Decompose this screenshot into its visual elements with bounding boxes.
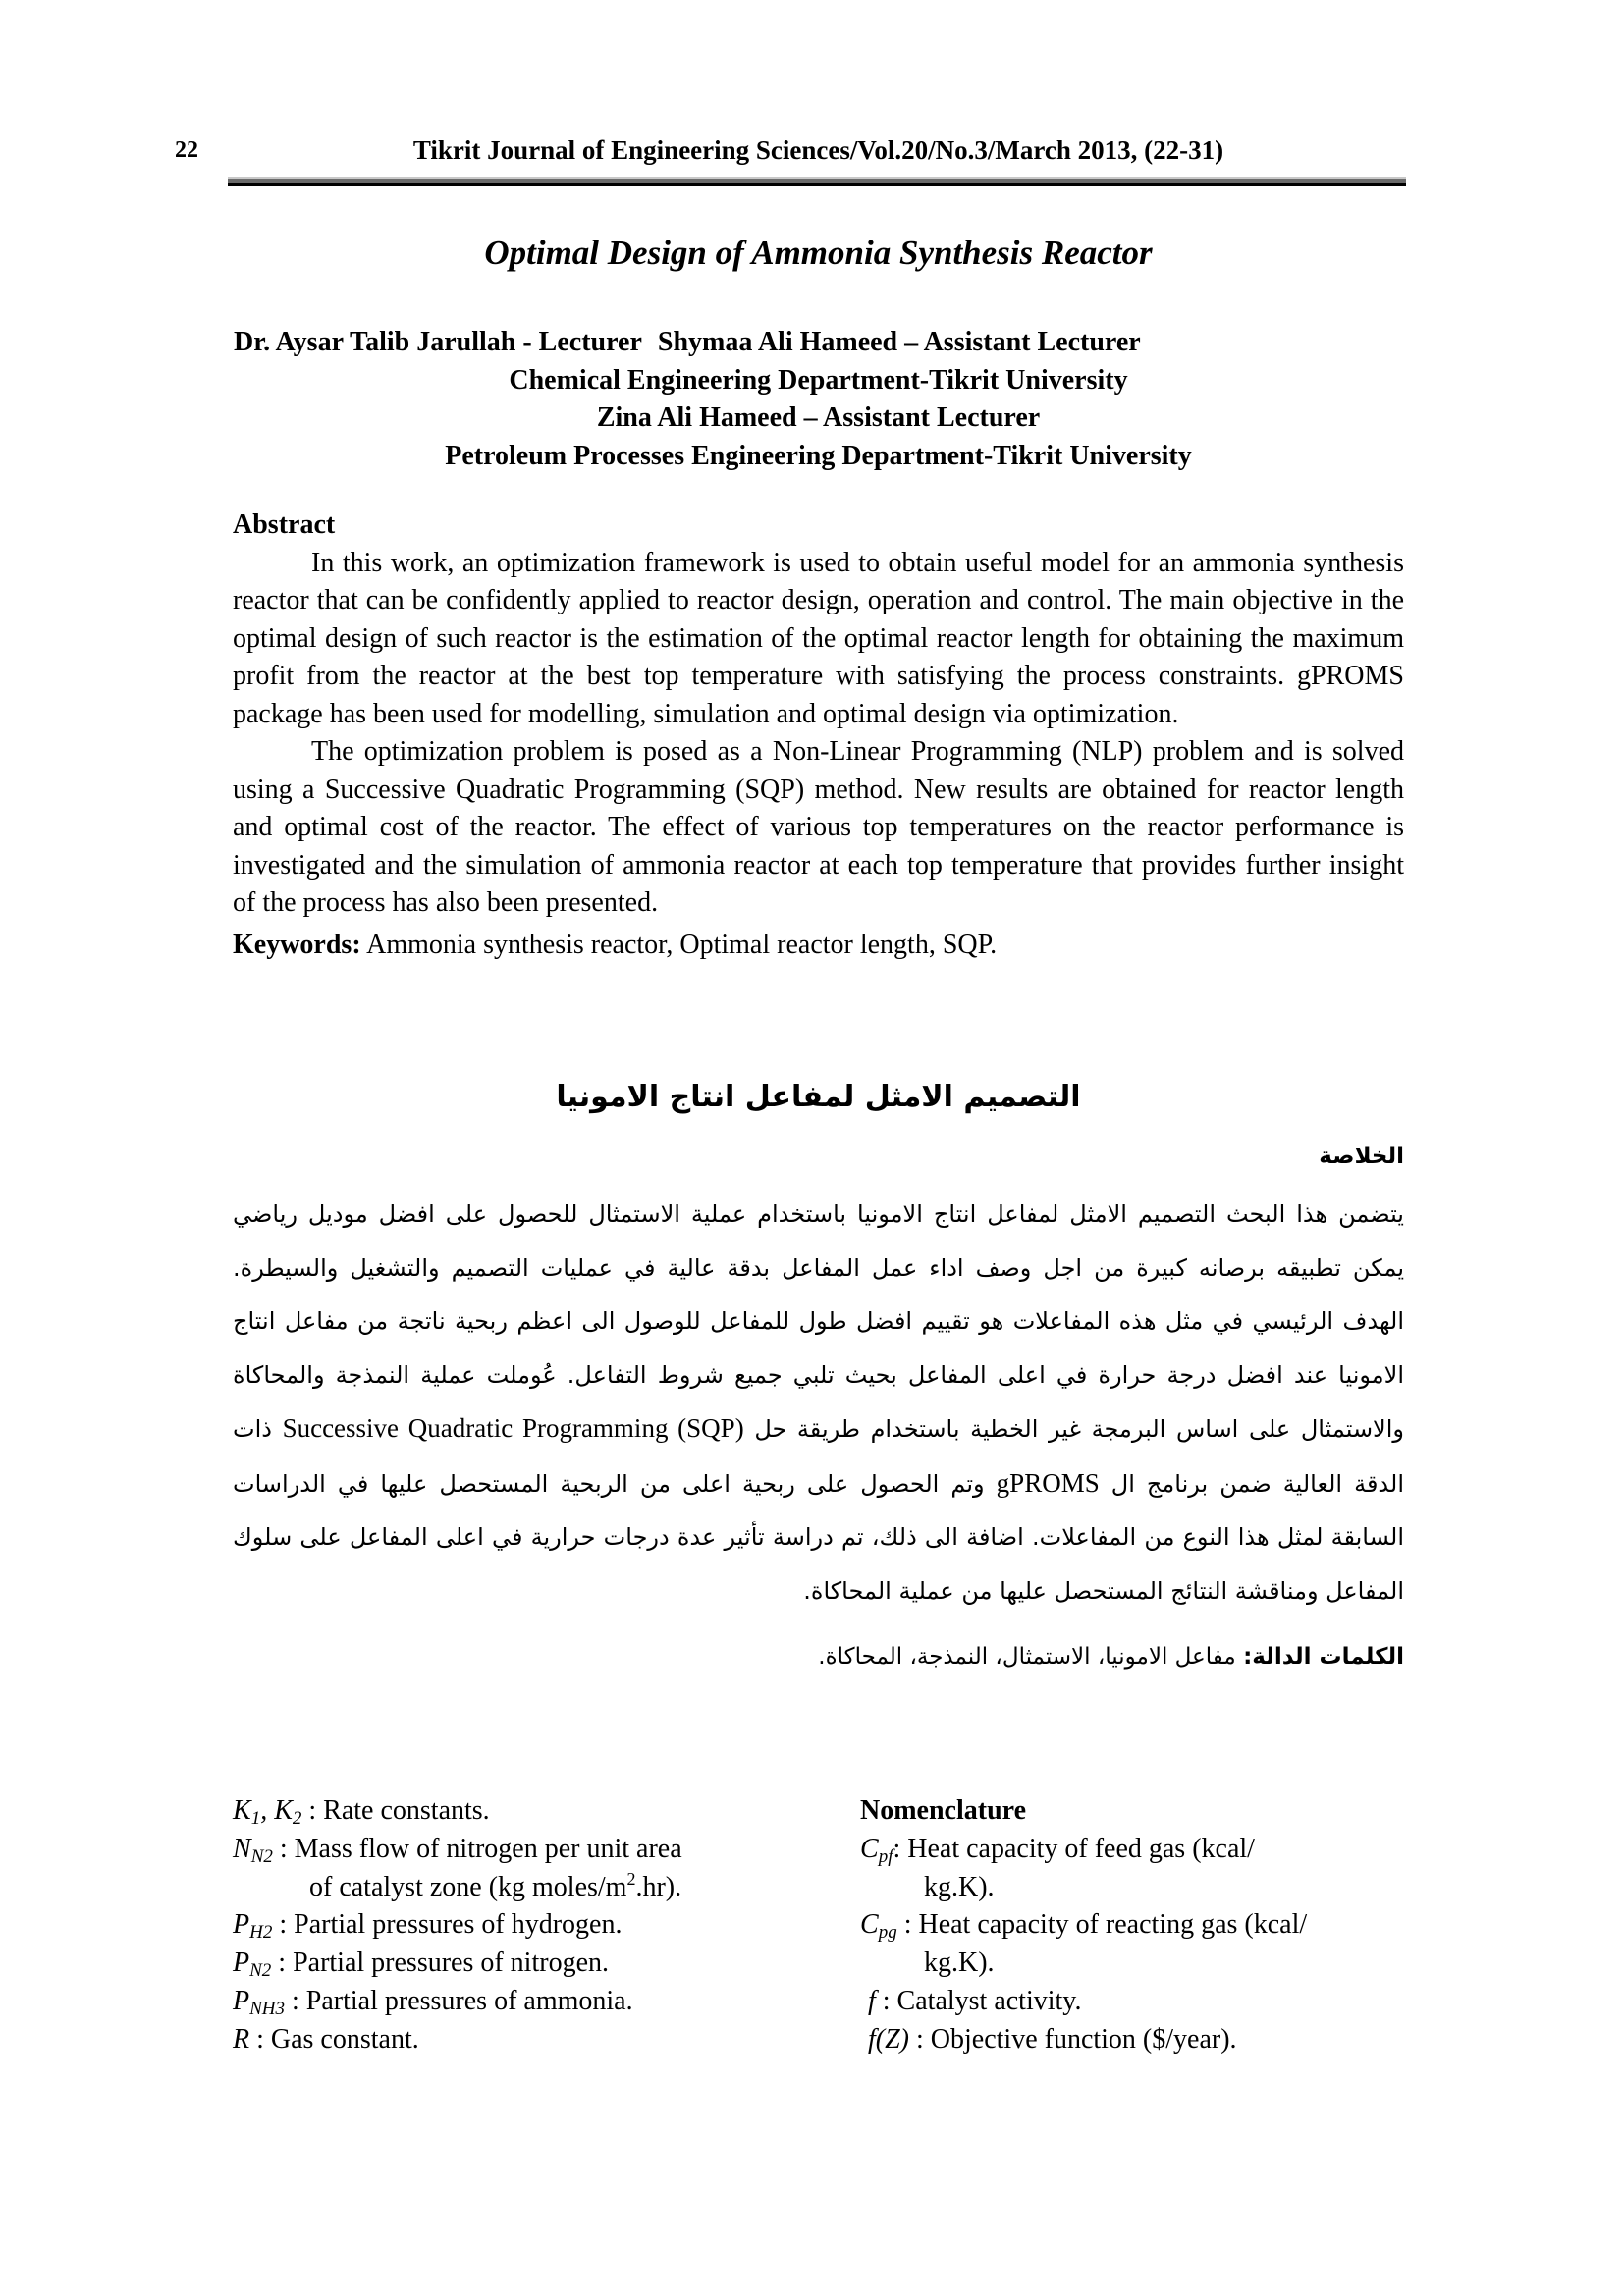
nomenclature-item [860,1983,1410,2021]
header-rule [228,177,1406,187]
nomenclature-symbol: $C_{pf}$ [860,1833,893,1867]
abstract-section [233,507,1404,964]
nomenclature-left-column [233,1792,822,2059]
nomenclature-definition: : Objective function ($/year). [909,2023,1237,2055]
nomenclature-definition: : Rate constants. [301,1795,490,1826]
nomenclature-symbol: $P_{N2}$ [233,1948,272,1982]
nomenclature-item [860,1906,1410,1945]
arabic-body-part-1: يتضمن هذا البحث التصميم الامثل لمفاعل انتاج الامونيا باستخدام عملية الاستمثال للحصول على افضل موديل رياضي يمكن تطبيقه برصانه كبيرة من اجل وصف اداء عمل المفاعل بدقة عالية في عمليات التصميم والتشغيل والسيطرة. الهدف الرئيسي في مثل هذه المفاعلات هو تقييم افضل طول للمفاعل للوصول الى اعظم ربحية ناتجة من مفاعل انتاج الامونيا عند افضل درجة حرارة في اعلى المفاعل بحيث تلبي جميع شروط التفاعل. عُوملت عملية النمذجة والمحاكاة والاستمثال على اساس البرمجة غير الخطية باستخدام طريقة حل [233,1201,1404,1443]
nomenclature-item [860,2021,1410,2059]
nomenclature-definition: : Partial pressures of ammonia. [285,1985,633,2016]
running-head: Tikrit Journal of Engineering Sciences/Vol.20/No.3/March 2013, (22-31) [412,135,1224,165]
abstract-heading: Abstract [233,509,336,540]
nomenclature-definition: : Partial pressures of nitrogen. [271,1948,609,1979]
affiliation-2: Petroleum Processes Engineering Department-Tikrit University [445,440,1192,471]
nomenclature-symbol: $N_{N2}$ [233,1833,273,1867]
arabic-body-part-2: ذات الدقة العالية ضمن برنامج ال [233,1415,1405,1498]
nomenclature-item [860,1831,1410,1869]
author-1: Dr. Aysar Talib Jarullah - Lecturer [234,327,642,357]
arabic-body-english-1: Successive Quadratic Programming (SQP) [282,1414,744,1443]
arabic-abstract-heading: الخلاصة [1319,1144,1404,1169]
nomenclature-continuation: of catalyst zone (kg moles/$m^2.hr$). [309,1868,682,1902]
header-rule-black [228,183,1406,186]
arabic-abstract-section [233,1139,1404,1677]
abstract-paragraph-2: The optimization problem is posed as a Non-Linear Programming (NLP) problem and is solved using a Successive Quadratic Programming (SQP) method. New results are obtained for reactor length and optimal cost of the reactor. The effect of various top temperatures on the reactor performance is investigated and the simulation of ammonia reactor at each top temperature that provides further insight of the process has also been presented. [233,736,1404,918]
keywords-label: Keywords: [233,929,361,960]
nomenclature-symbol: $K_1$, $K_2$ [233,1795,302,1829]
nomenclature-item [233,1792,822,1831]
nomenclature-symbol: $P_{NH3}$ [233,1985,286,2019]
nomenclature-definition: : Partial pressures of hydrogen. [272,1909,623,1941]
nomenclature-symbol: $P_{H2}$ [233,1909,273,1944]
arabic-abstract-body [233,1188,1404,1618]
abstract-paragraph-1: In this work, an optimization framework is used to obtain useful model for an ammonia synthesis reactor that can be confidently applied to reactor design, operation and control. The main objective in the optimal design of such reactor is the estimation of the optimal reactor length for obtaining the maximum profit from the reactor at the best top temperature with satisfying the process constraints. gPROMS package has been used for modelling, simulation and optimal design via optimization. [233,547,1404,729]
nomenclature-definition: : Gas constant. [249,2023,419,2055]
nomenclature-definition: : Heat capacity of feed gas (kcal/ [893,1833,1255,1864]
nomenclature-symbol: f [868,1985,876,2016]
arabic-keywords-label: الكلمات الدالة: [1243,1644,1404,1670]
author-3: Zina Ali Hameed – Assistant Lecturer [596,402,1041,433]
affiliation-1: Chemical Engineering Department-Tikrit University [509,364,1128,396]
author-line-1 [232,324,1405,362]
arabic-body-english-2: gPROMS [996,1468,1100,1498]
nomenclature-right-column [860,1792,1410,2059]
keywords-text: Ammonia synthesis reactor, Optimal reactor length, SQP. [366,929,998,960]
arabic-body-part-3: وتم الحصول على ربحية اعلى من الربحية المستحصل عليها في الدراسات السابقة لمثل هذا النوع من المفاعلات. اضافة الى ذلك، تم دراسة تأثير عدة درجات حرارية في اعلى المفاعل على سلوك المفاعل ومناقشة النتائج المستحصل عليها من عملية المحاكاة. [233,1469,1404,1605]
nomenclature-continuation: kg.K). [924,1871,995,1902]
author-block [232,324,1405,475]
nomenclature-item [233,1945,822,1983]
nomenclature-definition: : Catalyst activity. [875,1985,1082,2016]
arabic-keywords-text: مفاعل الامونيا، الاستمثال، النمذجة، المحاكاة. [818,1644,1236,1670]
paper-title: Optimal Design of Ammonia Synthesis Reactor [484,234,1153,272]
nomenclature-symbol: R [233,2023,250,2055]
author-2: Shymaa Ali Hameed – Assistant Lecturer [657,327,1141,357]
arabic-title: التصميم الامثل لمفاعل انتاج الامونيا [556,1080,1081,1114]
nomenclature-heading: Nomenclature [860,1795,1026,1826]
nomenclature-item [233,2021,822,2059]
nomenclature-symbol: f(Z) [868,2023,909,2055]
nomenclature-continuation: kg.K). [924,1948,995,1979]
nomenclature-definition: : Heat capacity of reacting gas (kcal/ [896,1909,1308,1941]
nomenclature-item [233,1906,822,1945]
keywords [233,927,1404,965]
nomenclature-definition: : Mass flow of nitrogen per unit area [272,1833,682,1864]
nomenclature-item [233,1831,822,1869]
arabic-keywords [233,1637,1404,1677]
page-number: 22 [175,137,198,163]
nomenclature-item [233,1983,822,2021]
nomenclature-symbol: $C_{pg}$ [860,1909,897,1944]
